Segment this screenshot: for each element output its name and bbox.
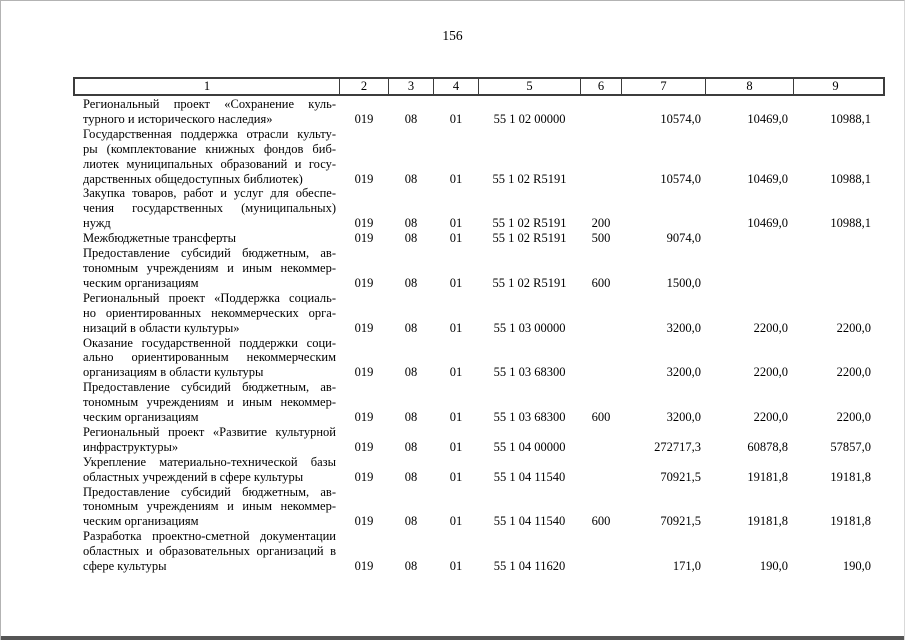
amount-year1: 3200,0 [666, 365, 701, 380]
amount-year1: 272717,3 [654, 439, 701, 454]
row-description [75, 97, 339, 127]
description-line: нужд [83, 216, 111, 231]
target-article-code: 55 1 02 R5191 [492, 171, 567, 186]
row-description [75, 291, 339, 336]
grbs-code: 019 [354, 410, 374, 425]
description-line: чения государственных (муниципальных) [83, 201, 336, 216]
description-line: сфере культуры [83, 559, 167, 574]
description-line: Предоставление субсидий бюджетным, ав- [83, 246, 336, 261]
table-row [73, 425, 885, 455]
table-row [73, 246, 885, 291]
amount-year2: 10469,0 [747, 111, 788, 126]
amount-year1: 10574,0 [660, 171, 701, 186]
table-row [73, 186, 885, 231]
row-description [75, 380, 339, 425]
description-line: Оказание государственной поддержки соци- [83, 335, 336, 350]
amount-year3: 10988,1 [830, 216, 871, 231]
amount-year3 [791, 246, 874, 291]
subsection-code: 01 [449, 275, 463, 290]
grbs-code: 019 [354, 216, 374, 231]
description-line: Межбюджетные трансферты [83, 231, 237, 246]
description-line: Закупка товаров, работ и услуг для обеспе- [83, 186, 336, 201]
description-line: Региональный проект «Развитие культурной [83, 424, 336, 439]
bottom-edge-bar [1, 636, 904, 640]
amount-year2: 2200,0 [753, 410, 788, 425]
target-article-code: 55 1 02 R5191 [492, 216, 567, 231]
header-col-3: 3 [388, 79, 433, 94]
subsection-code: 01 [449, 514, 463, 529]
subsection-code: 01 [449, 320, 463, 335]
subsection-code: 01 [449, 469, 463, 484]
subsection-code: 01 [449, 231, 463, 246]
description-line: тономным учреждениям и иным некоммер- [83, 260, 336, 275]
header-col-6: 6 [580, 79, 621, 94]
table-row [73, 529, 885, 574]
section-code: 08 [404, 559, 418, 574]
row-description [75, 127, 339, 187]
section-code: 08 [404, 469, 418, 484]
amount-year1: 70921,5 [660, 514, 701, 529]
amount-year3: 10988,1 [830, 171, 871, 186]
amount-year3: 10988,1 [830, 111, 871, 126]
table-row [73, 455, 885, 485]
table-row [73, 127, 885, 187]
row-description [75, 231, 339, 246]
header-col-5: 5 [478, 79, 580, 94]
section-code: 08 [404, 410, 418, 425]
grbs-code: 019 [354, 439, 374, 454]
table-body [73, 97, 885, 574]
section-code: 08 [404, 275, 418, 290]
description-line: Региональный проект «Сохранение куль- [83, 97, 336, 111]
subsection-code: 01 [449, 111, 463, 126]
amount-year2: 60878,8 [747, 439, 788, 454]
amount-year2: 10469,0 [747, 216, 788, 231]
expense-type-code: 600 [591, 275, 611, 290]
target-article-code: 55 1 03 68300 [493, 410, 566, 425]
table-row [73, 336, 885, 381]
grbs-code: 019 [354, 320, 374, 335]
grbs-code: 019 [354, 365, 374, 380]
description-line: организациям в области культуры [83, 365, 264, 380]
header-col-1: 1 [203, 79, 211, 93]
description-line: Предоставление субсидий бюджетным, ав- [83, 484, 336, 499]
header-col-4: 4 [433, 79, 478, 94]
description-line: лиотек муниципальных образований и госу- [83, 156, 336, 171]
amount-year2: 10469,0 [747, 171, 788, 186]
target-article-code: 55 1 04 11620 [493, 559, 566, 574]
grbs-code: 019 [354, 514, 374, 529]
expense-type-code [580, 127, 621, 187]
description-line: ры (комплектование книжных фондов биб- [83, 141, 336, 156]
description-line: Предоставление субсидий бюджетным, ав- [83, 380, 336, 395]
description-line: ческим организациям [83, 514, 199, 529]
amount-year1: 3200,0 [666, 320, 701, 335]
amount-year3 [791, 231, 874, 246]
target-article-code: 55 1 03 00000 [493, 320, 566, 335]
header-col-7: 7 [621, 79, 705, 94]
expense-type-code [580, 97, 621, 127]
expense-type-code [580, 336, 621, 381]
description-line: Укрепление материально-технической базы [83, 454, 336, 469]
description-line: но ориентированных некоммерческих орга- [83, 305, 336, 320]
section-code: 08 [404, 320, 418, 335]
amount-year2: 2200,0 [753, 365, 788, 380]
grbs-code: 019 [354, 559, 374, 574]
amount-year1: 9074,0 [666, 231, 701, 246]
amount-year2: 190,0 [759, 559, 788, 574]
row-description [75, 529, 339, 574]
section-code: 08 [404, 439, 418, 454]
amount-year3: 19181,8 [830, 469, 871, 484]
description-line: ческим организациям [83, 275, 199, 290]
description-line: тономным учреждениям и иным некоммер- [83, 499, 336, 514]
description-line: инфраструктуры» [83, 439, 179, 454]
target-article-code: 55 1 02 00000 [493, 111, 566, 126]
target-article-code: 55 1 02 R5191 [492, 231, 567, 246]
subsection-code: 01 [449, 216, 463, 231]
amount-year1: 3200,0 [666, 410, 701, 425]
expense-type-code: 600 [591, 514, 611, 529]
description-line: ческим организациям [83, 410, 199, 425]
header-col-2: 2 [339, 79, 388, 94]
description-line: Государственная поддержка отрасли культу- [83, 126, 336, 141]
row-description [75, 246, 339, 291]
target-article-code: 55 1 04 00000 [493, 439, 566, 454]
target-article-code: 55 1 02 R5191 [492, 275, 567, 290]
target-article-code: 55 1 04 11540 [493, 469, 566, 484]
table-row [73, 485, 885, 530]
row-description [75, 186, 339, 231]
description-line: Региональный проект «Поддержка социаль- [83, 290, 336, 305]
grbs-code: 019 [354, 275, 374, 290]
expense-type-code [580, 291, 621, 336]
table-row [73, 97, 885, 127]
section-code: 08 [404, 111, 418, 126]
subsection-code: 01 [449, 559, 463, 574]
amount-year2: 2200,0 [753, 320, 788, 335]
expense-type-code: 500 [591, 231, 611, 246]
grbs-code: 019 [354, 469, 374, 484]
amount-year2 [704, 231, 791, 246]
header-col-9: 9 [793, 79, 877, 94]
row-description [75, 485, 339, 530]
budget-table [73, 77, 885, 574]
amount-year3: 2200,0 [836, 320, 871, 335]
expense-type-code: 200 [591, 216, 611, 231]
amount-year3: 57857,0 [830, 439, 871, 454]
description-line: тономным учреждениям и иным некоммер- [83, 395, 336, 410]
amount-year1: 1500,0 [666, 275, 701, 290]
description-line: ально ориентированным некоммерческим [83, 350, 336, 365]
section-code: 08 [404, 171, 418, 186]
subsection-code: 01 [449, 365, 463, 380]
subsection-code: 01 [449, 410, 463, 425]
expense-type-code: 600 [591, 410, 611, 425]
table-row [73, 380, 885, 425]
row-description [75, 425, 339, 455]
amount-year3: 19181,8 [830, 514, 871, 529]
grbs-code: 019 [354, 231, 374, 246]
expense-type-code [580, 425, 621, 455]
amount-year2: 19181,8 [747, 514, 788, 529]
subsection-code: 01 [449, 439, 463, 454]
amount-year1: 10574,0 [660, 111, 701, 126]
grbs-code: 019 [354, 111, 374, 126]
page-number: 156 [442, 28, 463, 43]
target-article-code: 55 1 04 11540 [493, 514, 566, 529]
description-line: низаций в области культуры» [83, 320, 240, 335]
subsection-code: 01 [449, 171, 463, 186]
expense-type-code [580, 529, 621, 574]
section-code: 08 [404, 514, 418, 529]
table-row [73, 231, 885, 246]
header-col-8: 8 [705, 79, 793, 94]
amount-year2: 19181,8 [747, 469, 788, 484]
description-line: дарственных общедоступных библиотек) [83, 171, 303, 186]
description-line: областных и образовательных организаций в [83, 544, 336, 559]
grbs-code: 019 [354, 171, 374, 186]
table-header-row [73, 77, 885, 96]
amount-year1: 70921,5 [660, 469, 701, 484]
description-line: Разработка проектно-сметной документации [83, 529, 336, 544]
description-line: турного и исторического наследия» [83, 111, 273, 126]
row-description [75, 336, 339, 381]
description-line: областных учреждений в сфере культуры [83, 469, 304, 484]
amount-year2 [704, 246, 791, 291]
table-row [73, 291, 885, 336]
target-article-code: 55 1 03 68300 [493, 365, 566, 380]
row-description [75, 455, 339, 485]
section-code: 08 [404, 216, 418, 231]
amount-year1: 171,0 [672, 559, 701, 574]
section-code: 08 [404, 365, 418, 380]
expense-type-code [580, 455, 621, 485]
amount-year1 [621, 186, 704, 231]
amount-year3: 190,0 [842, 559, 871, 574]
section-code: 08 [404, 231, 418, 246]
amount-year3: 2200,0 [836, 410, 871, 425]
amount-year3: 2200,0 [836, 365, 871, 380]
